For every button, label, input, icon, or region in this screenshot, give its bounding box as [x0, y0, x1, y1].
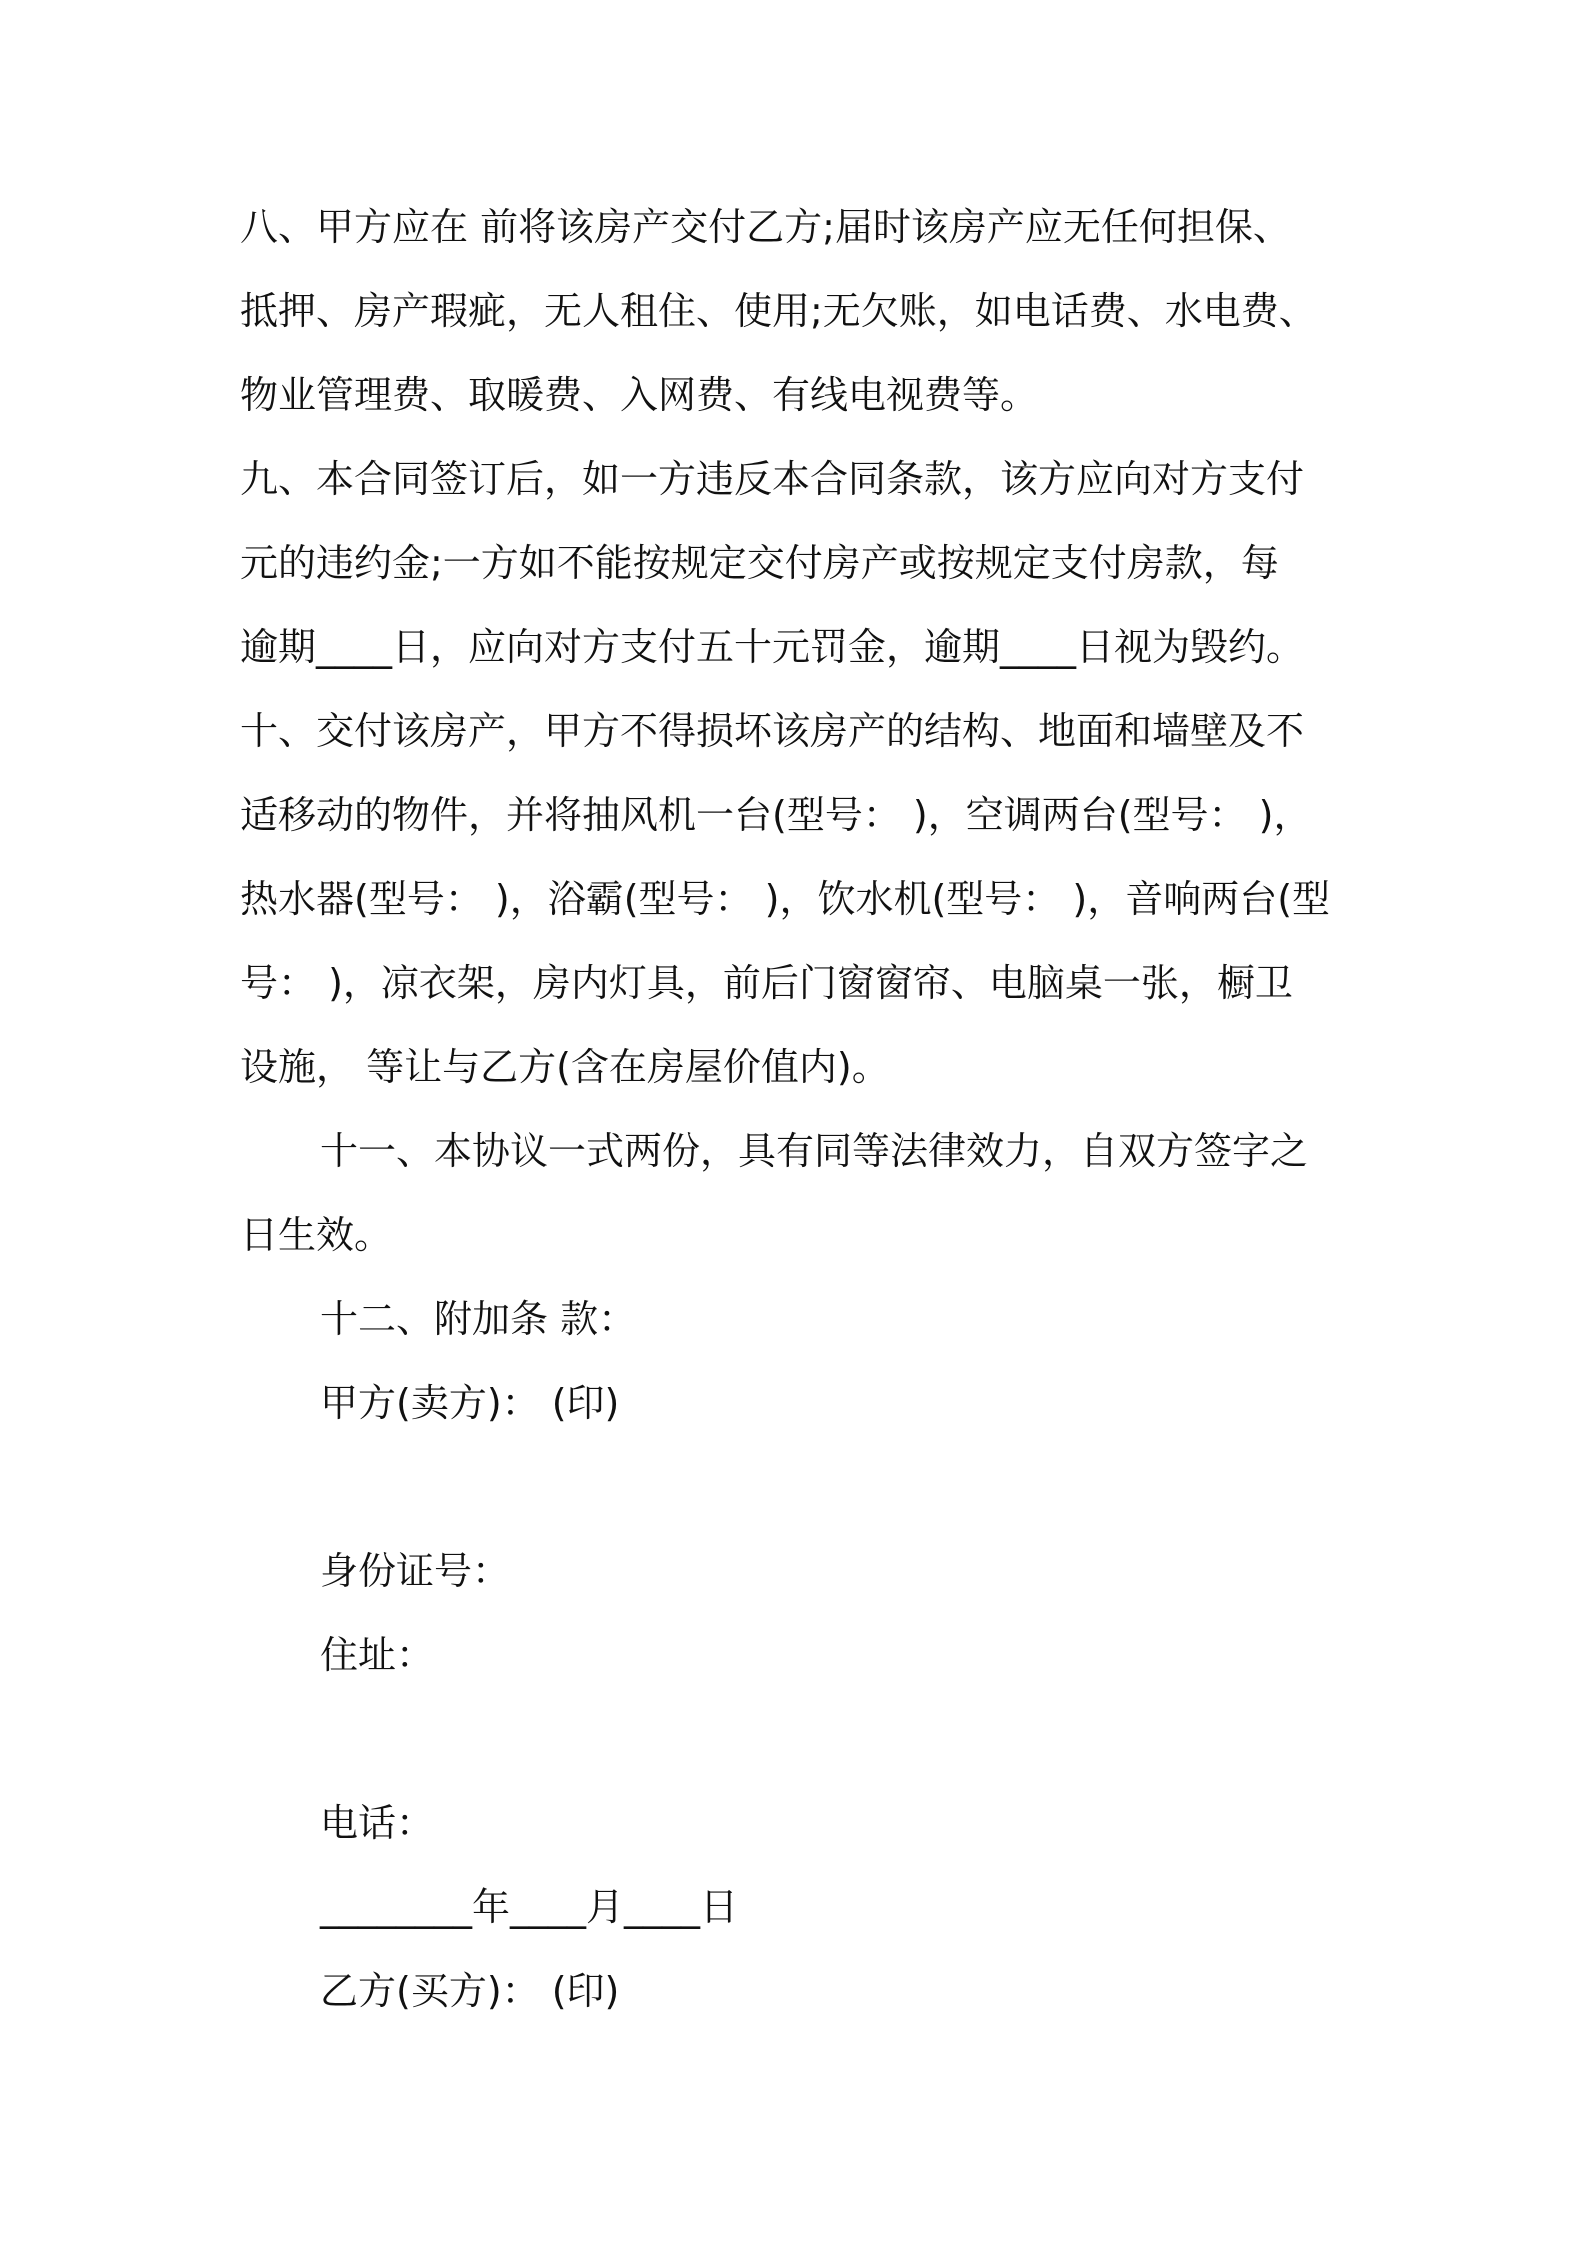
address-label: 住址： — [320, 1633, 435, 1677]
clause-10 — [240, 689, 1360, 1109]
clause-10-line-1: 十、交付该房产，甲方不得损坏该房产的结构、地面和墙壁及不 — [240, 709, 1305, 753]
signature-spacer-1 — [240, 1445, 1360, 1529]
clause-10-line-5: 设施， 等让与乙方(含在房屋价值内)。 — [240, 1045, 890, 1089]
clause-9-line-3: 逾期____日，应向对方支付五十元罚金，逾期____日视为毁约。 — [240, 625, 1305, 669]
clause-9-line-1: 九、本合同签订后，如一方违反本合同条款，该方应向对方支付 — [240, 457, 1305, 501]
clause-10-line-4: 号： )，凉衣架，房内灯具，前后门窗窗帘、电脑桌一张，橱卫 — [240, 961, 1293, 1005]
clause-11-line-1: 十一、本协议一式两份，具有同等法律效力，自双方签字之 — [320, 1129, 1309, 1173]
party-a-seller-label: 甲方(卖方)： (印) — [320, 1381, 620, 1425]
contract-text — [240, 185, 1360, 2033]
clause-10-line-3: 热水器(型号： )，浴霸(型号： )，饮水机(型号： )，音响两台(型 — [240, 877, 1331, 921]
clause-12-additional-terms: 十二、附加条 款： — [320, 1297, 637, 1341]
date-line: ________年____月____日 — [320, 1885, 739, 1929]
clause-8-line-1: 八、甲方应在 前将该房产交付乙方;届时该房产应无任何担保、 — [240, 205, 1291, 249]
phone-label: 电话： — [320, 1801, 435, 1845]
clause-11-line-2: 日生效。 — [240, 1213, 393, 1257]
signature-spacer-2 — [240, 1697, 1360, 1781]
clause-8 — [240, 185, 1360, 437]
clause-9-line-2: 元的违约金;一方如不能按规定交付房产或按规定支付房款，每 — [240, 541, 1279, 585]
clause-8-line-2: 抵押、房产瑕疵，无人租住、使用;无欠账，如电话费、水电费、 — [240, 289, 1317, 333]
clause-9 — [240, 437, 1360, 689]
clause-8-line-3: 物业管理费、取暖费、入网费、有线电视费等。 — [240, 373, 1039, 417]
clause-10-line-2: 适移动的物件，并将抽风机一台(型号： )，空调两台(型号： )， — [240, 793, 1312, 837]
party-b-buyer-label: 乙方(买方)： (印) — [320, 1969, 620, 2013]
clause-11 — [240, 1109, 1360, 1277]
signature-block — [240, 1361, 1360, 2033]
id-number-label: 身份证号： — [320, 1549, 511, 1593]
